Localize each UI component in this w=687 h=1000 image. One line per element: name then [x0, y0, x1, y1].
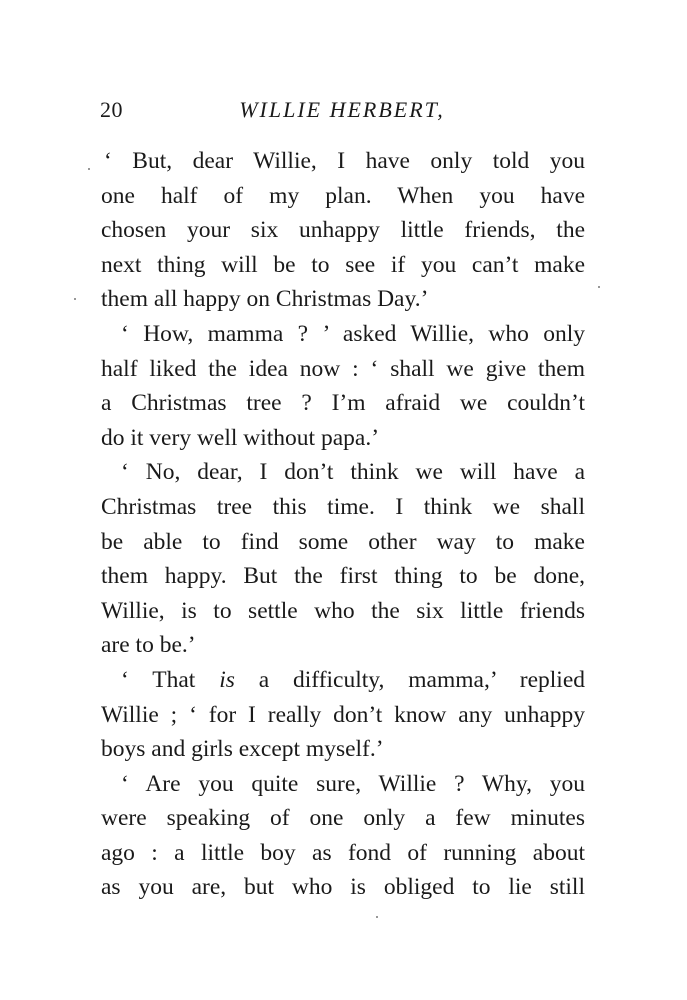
text-line: Christmas tree this time. I think we shall: [101, 493, 585, 520]
paper-speck: [88, 168, 90, 170]
text-line: next thing will be to see if you can’t make: [101, 251, 585, 278]
text-line: ‘ How, mamma ? ’ asked Willie, who only: [121, 320, 585, 347]
text-line: boys and girls except myself.’: [101, 736, 384, 763]
text-line: chosen your six unhappy little friends, the: [101, 217, 585, 244]
page-header: [100, 97, 584, 127]
running-head: WILLIE HERBERT,: [239, 97, 445, 122]
text-line: Willie ; ‘ for I really don’t know any unhappy: [101, 701, 585, 728]
text-line: as you are, but who is obliged to lie still: [101, 874, 585, 901]
paper-speck: [74, 298, 76, 300]
text-line: half liked the idea now : ‘ shall we give them: [101, 355, 585, 382]
text-segment: a difficulty, mamma,’ replied: [258, 666, 586, 693]
text-line: one half of my plan. When you have: [101, 182, 585, 209]
text-line: them happy. But the first thing to be done,: [101, 563, 585, 590]
text-line: Willie, is to settle who the six little friends: [101, 597, 585, 624]
text-line: do it very well without papa.’: [101, 424, 380, 451]
text-line: ago : a little boy as fond of running about: [101, 839, 585, 866]
text-line: them all happy on Christmas Day.’: [101, 286, 429, 313]
text-line: are to be.’: [101, 632, 196, 659]
body-text: [101, 144, 585, 905]
text-line: a Christmas tree ? I’m afraid we couldn’t: [101, 390, 585, 417]
emphasis-text: is: [219, 666, 235, 693]
text-line: be able to find some other way to make: [101, 528, 585, 555]
text-line: ‘ Are you quite sure, Willie ? Why, you: [121, 770, 585, 797]
text-segment: ‘ That: [121, 666, 196, 693]
page-number: 20: [100, 97, 123, 122]
text-line: ‘ No, dear, I don’t think we will have a: [121, 459, 585, 486]
text-line: [101, 663, 585, 698]
text-line: ‘ But, dear Willie, I have only told you: [104, 148, 585, 174]
text-line: were speaking of one only a few minutes: [101, 805, 585, 832]
paper-speck: [598, 286, 600, 288]
paper-speck: [376, 916, 378, 918]
